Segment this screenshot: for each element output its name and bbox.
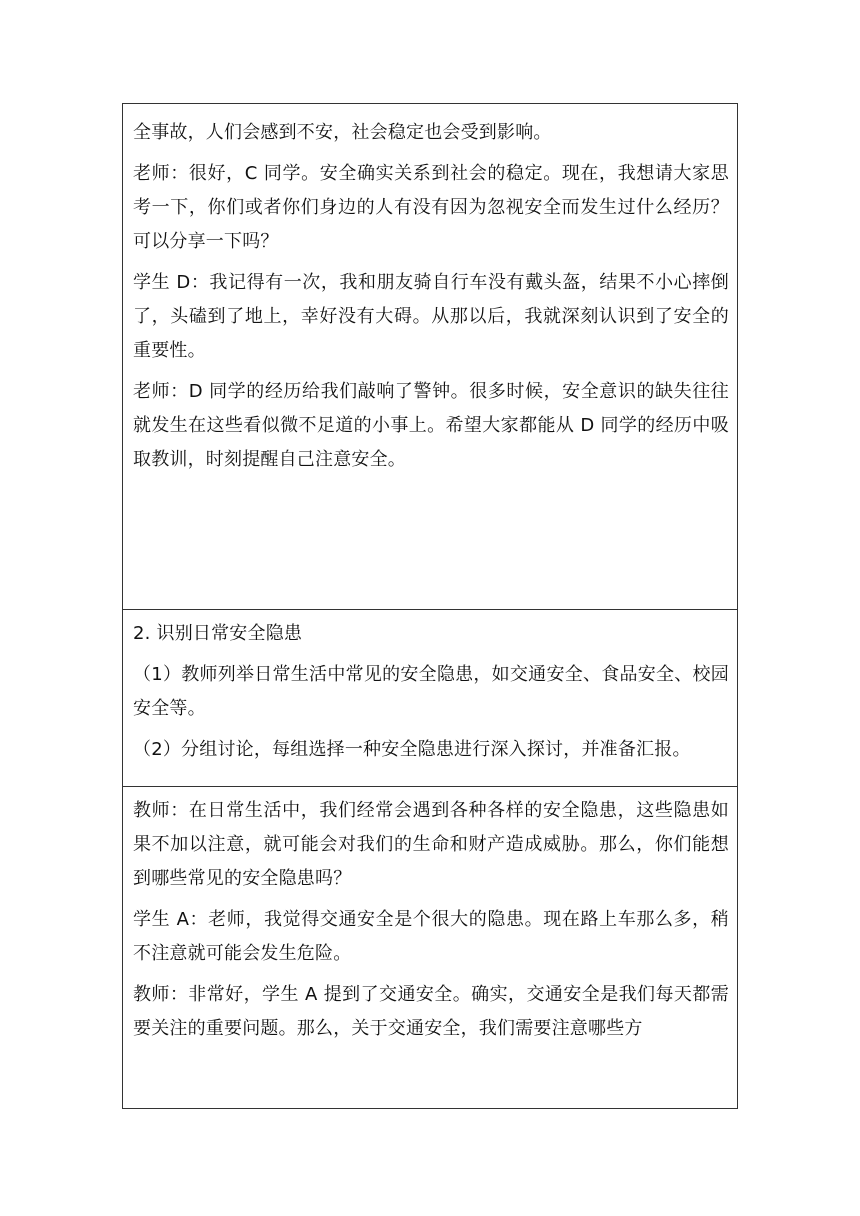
paragraph: （2）分组讨论，每组选择一种安全隐患进行深入探讨，并准备汇报。 [133, 739, 691, 760]
table-cell-hazards-dialogue [123, 786, 737, 1108]
paragraph: 老师：很好，C 同学。安全确实关系到社会的稳定。现在，我想请大家思考一下，你们或者你们身边的人有没有因为忽视安全而发生过什么经历？可以分享一下吗？ [133, 163, 729, 252]
paragraph: 教师：非常好，学生 A 提到了交通安全。确实，交通安全是我们每天都需要关注的重要问题。那么，关于交通安全，我们需要注意哪些方 [133, 984, 729, 1039]
lesson-table [122, 103, 738, 1109]
paragraph: 全事故，人们会感到不安，社会稳定也会受到影响。 [133, 122, 552, 143]
paragraph: 学生 A：老师，我觉得交通安全是个很大的隐患。现在路上车那么多，稍不注意就可能会发生危险。 [133, 909, 729, 964]
paragraph: 学生 D：我记得有一次，我和朋友骑自行车没有戴头盔，结果不小心摔倒了，头磕到了地上，幸好没有大碍。从那以后，我就深刻认识到了安全的重要性。 [133, 272, 729, 361]
table-cell-discussion [123, 116, 737, 609]
paragraph: （1）教师列举日常生活中常见的安全隐患，如交通安全、食品安全、校园安全等。 [133, 664, 729, 719]
paragraph: 教师：在日常生活中，我们经常会遇到各种各样的安全隐患，这些隐患如果不加以注意，就可能会对我们的生命和财产造成威胁。那么，你们能想到哪些常见的安全隐患吗？ [133, 800, 729, 889]
table-cell-hazards-outline [123, 609, 737, 786]
section-heading: 2. 识别日常安全隐患 [133, 623, 303, 644]
paragraph: 老师：D 同学的经历给我们敲响了警钟。很多时候，安全意识的缺失往往就发生在这些看似微不足道的小事上。希望大家都能从 D 同学的经历中吸取教训，时刻提醒自己注意安全。 [133, 381, 729, 470]
